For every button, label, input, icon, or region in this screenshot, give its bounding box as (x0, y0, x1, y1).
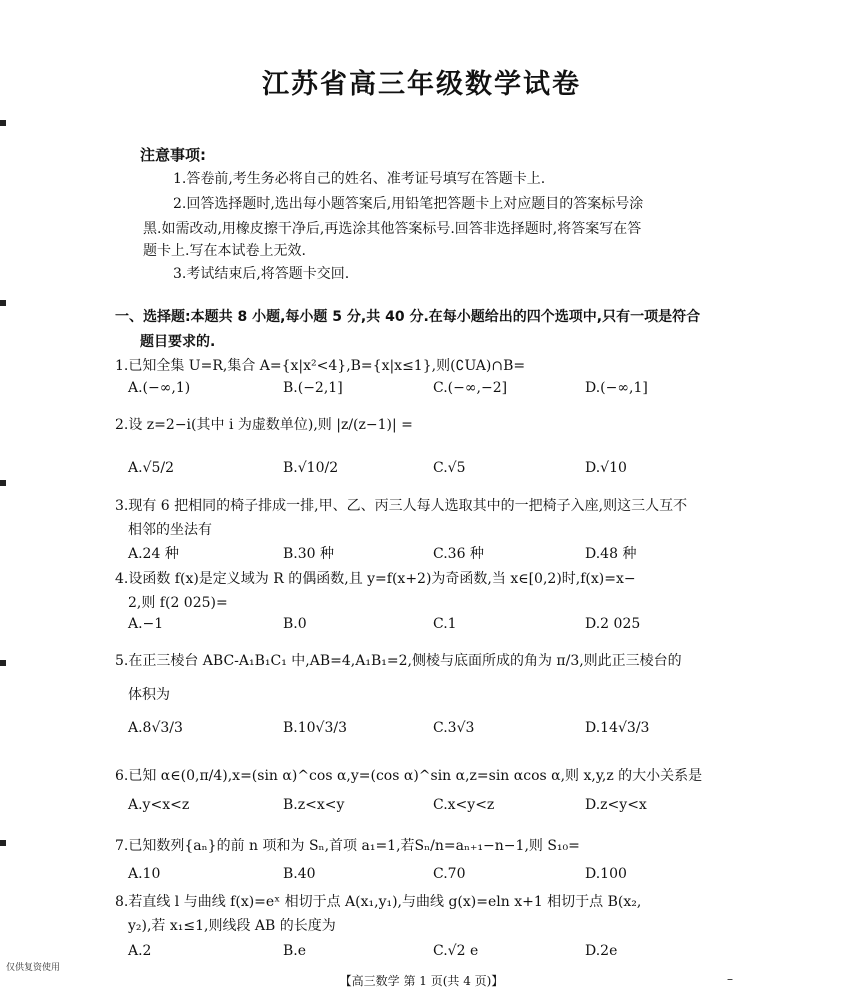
question-stem: 6.已知 α∈(0,π/4),x=(sin α)^cos α,y=(cos α)^sin α,z=sin αcos α,则 x,y,z 的大小关系是 (115, 768, 703, 784)
option-c: C.3√3 (433, 720, 475, 736)
question-stem: 1.已知全集 U=R,集合 A={x|x²<4},B={x|x≤1},则(∁UA)∩B= (115, 358, 526, 374)
exam-title: 江苏省高三年级数学试卷 (262, 69, 581, 100)
option-d: D.2e (585, 943, 618, 959)
option-d: D.100 (585, 866, 627, 882)
notice-heading: 注意事项: (140, 146, 206, 164)
question-stem: 3.现有 6 把相同的椅子排成一排,甲、乙、丙三人每人选取其中的一把椅子入座,则这三人互不 (115, 498, 688, 514)
question-stem-cont: 相邻的坐法有 (128, 522, 212, 538)
option-a: A.8√3/3 (128, 720, 183, 736)
option-b: B.0 (283, 616, 307, 632)
option-d: D.√10 (585, 460, 627, 476)
question-stem: 4.设函数 f(x)是定义域为 R 的偶函数,且 y=f(x+2)为奇函数,当 x∈[0,2)时,f(x)=x− (115, 571, 636, 587)
option-b: B.√10/2 (283, 460, 339, 476)
option-a: A.(−∞,1) (128, 380, 191, 396)
option-d: D.48 种 (585, 546, 637, 562)
section-heading-cont: 题目要求的. (140, 334, 216, 350)
question-stem: 8.若直线 l 与曲线 f(x)=eˣ 相切于点 A(x₁,y₁),与曲线 g(x)=eln x+1 相切于点 B(x₂, (115, 894, 642, 910)
corner-dash: – (727, 972, 733, 986)
page-footer: 【高三数学 第 1 页(共 4 页)】 (339, 974, 504, 988)
option-b: B.e (283, 943, 307, 959)
option-c: C.√5 (433, 460, 466, 476)
notice-line: 题卡上.写在本试卷上无效. (143, 243, 306, 259)
option-a: A.√5/2 (128, 460, 175, 476)
binding-marks (0, 0, 8, 940)
option-b: B.40 (283, 866, 316, 882)
question-stem: 2.设 z=2−i(其中 i 为虚数单位),则 |z/(z−1)| = (115, 417, 413, 433)
option-a: A.y<x<z (128, 797, 190, 813)
question-stem: 5.在正三棱台 ABC-A₁B₁C₁ 中,AB=4,A₁B₁=2,侧棱与底面所成的角为 π/3,则此正三棱台的 (115, 653, 682, 669)
option-c: C.√2 e (433, 943, 479, 959)
notice-line: 2.回答选择题时,选出每小题答案后,用铅笔把答题卡上对应题目的答案标号涂 (173, 196, 644, 212)
question-stem: 7.已知数列{aₙ}的前 n 项和为 Sₙ,首项 a₁=1,若Sₙ/n=aₙ₊₁−n−1,则 S₁₀= (115, 838, 580, 854)
option-a: A.2 (128, 943, 152, 959)
question-stem-cont: y₂),若 x₁≤1,则线段 AB 的长度为 (128, 918, 336, 934)
option-b: B.(−2,1] (283, 380, 343, 396)
corner-note: 仅供复资使用 (6, 963, 61, 973)
notice-line: 3.考试结束后,将答题卡交回. (173, 266, 350, 282)
option-d: D.z<y<x (585, 797, 647, 813)
option-b: B.z<x<y (283, 797, 345, 813)
option-d: D.2 025 (585, 616, 641, 632)
option-c: C.70 (433, 866, 466, 882)
notice-line: 1.答卷前,考生务必将自己的姓名、准考证号填写在答题卡上. (173, 171, 546, 187)
question-stem-cont: 体积为 (128, 687, 170, 703)
section-heading: 一、选择题:本题共 8 小题,每小题 5 分,共 40 分.在每小题给出的四个选项中,只有一项是符合 (115, 309, 701, 325)
option-a: A.10 (128, 866, 161, 882)
option-c: C.1 (433, 616, 457, 632)
option-d: D.(−∞,1] (585, 380, 648, 396)
option-a: A.−1 (128, 616, 164, 632)
option-a: A.24 种 (128, 546, 179, 562)
option-b: B.30 种 (283, 546, 335, 562)
option-b: B.10√3/3 (283, 720, 348, 736)
option-c: C.x<y<z (433, 797, 495, 813)
question-stem-cont: 2,则 f(2 025)= (128, 595, 228, 611)
notice-line: 黑.如需改动,用橡皮擦干净后,再选涂其他答案标号.回答非选择题时,将答案写在答 (143, 221, 642, 237)
option-c: C.36 种 (433, 546, 484, 562)
option-c: C.(−∞,−2] (433, 380, 508, 396)
option-d: D.14√3/3 (585, 720, 650, 736)
